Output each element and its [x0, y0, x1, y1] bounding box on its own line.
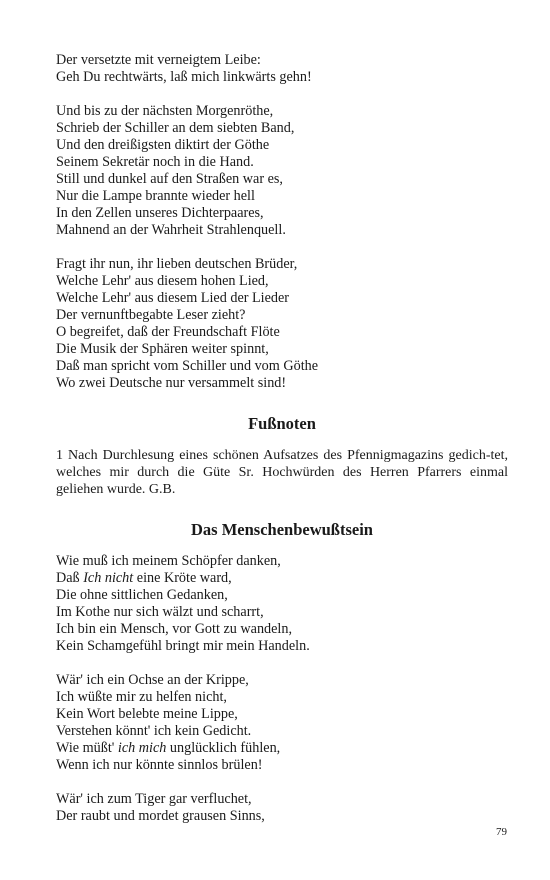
- verse-emphasis: Ich nicht: [83, 570, 134, 586]
- verse-text: Daß: [56, 570, 84, 586]
- verse-line: Schrieb der Schiller an dem siebten Band,: [56, 120, 295, 136]
- poem1-stanza-1: [56, 52, 508, 86]
- poem2-stanza-2: [56, 672, 508, 774]
- verse-text: unglücklich fühlen,: [166, 740, 281, 756]
- poem1-stanza-2: [56, 103, 508, 239]
- verse-line: Ich bin ein Mensch, vor Gott zu wandeln,: [56, 621, 293, 637]
- verse-line: Im Kothe nur sich wälzt und scharrt,: [56, 604, 264, 620]
- verse-line: Die ohne sittlichen Gedanken,: [56, 587, 228, 603]
- verse-line: Wo zwei Deutsche nur versammelt sind!: [56, 375, 287, 391]
- poem1-stanza-3: [56, 256, 508, 392]
- verse-line: Nur die Lampe brannte wieder hell: [56, 188, 255, 204]
- page-number: 79: [496, 826, 507, 838]
- verse-line: Daß man spricht vom Schiller und vom Göthe: [56, 358, 319, 374]
- verse-line: Und den dreißigsten diktirt der Göthe: [56, 137, 270, 153]
- verse-line: Die Musik der Sphären weiter spinnt,: [56, 341, 269, 357]
- verse-line: Wär' ich zum Tiger gar verfluchet,: [56, 791, 252, 807]
- verse-line: Wär' ich ein Ochse an der Krippe,: [56, 672, 249, 688]
- verse-text: eine Kröte ward,: [133, 570, 232, 586]
- verse-line: Ich wüßte mir zu helfen nicht,: [56, 689, 227, 705]
- verse-line: Kein Schamgefühl bringt mir mein Handeln.: [56, 638, 310, 654]
- verse-line: Mahnend an der Wahrheit Strahlenquell.: [56, 222, 286, 238]
- verse-line: Welche Lehr' aus diesem Lied der Lieder: [56, 290, 290, 306]
- verse-line: Seinem Sekretär noch in die Hand.: [56, 154, 254, 170]
- verse-text: Wie müßt': [56, 740, 118, 756]
- verse-line: Geh Du rechtwärts, laß mich linkwärts gehn!: [56, 69, 312, 85]
- verse-line: Welche Lehr' aus diesem hohen Lied,: [56, 273, 269, 289]
- poem2-stanza-3: [56, 791, 508, 825]
- verse-line: Wie muß ich meinem Schöpfer danken,: [56, 553, 281, 569]
- verse-line: Still und dunkel auf den Straßen war es,: [56, 171, 283, 187]
- verse-line: In den Zellen unseres Dichterpaares,: [56, 205, 264, 221]
- verse-line: Der raubt und mordet grausen Sinns,: [56, 808, 265, 824]
- poem2-stanza-1: [56, 553, 508, 655]
- verse-line: Und bis zu der nächsten Morgenröthe,: [56, 103, 274, 119]
- verse-line: [56, 570, 508, 587]
- footnotes-heading: Fußnoten: [248, 414, 316, 433]
- verse-line: Verstehen könnt' ich kein Gedicht.: [56, 723, 252, 739]
- verse-line: Fragt ihr nun, ihr lieben deutschen Brüder,: [56, 256, 298, 272]
- footnote-text: 1 Nach Durchlesung eines schönen Aufsatzes des Pfennigmagazins gedich-tet, welches mir durch die Güte Sr. Hochwürden des Herren Pfarrers einmal geliehen wurde. G.B.: [56, 448, 508, 497]
- verse-line: [56, 740, 508, 757]
- verse-emphasis: ich mich: [117, 740, 167, 756]
- verse-line: Der vernunftbegabte Leser zieht?: [56, 307, 246, 323]
- poem-title: Das Menschenbewußtsein: [191, 520, 373, 539]
- verse-line: Der versetzte mit verneigtem Leibe:: [56, 52, 261, 68]
- page-body: [56, 52, 508, 842]
- verse-line: O begreifet, daß der Freundschaft Flöte: [56, 324, 280, 340]
- verse-line: Wenn ich nur könnte sinnlos brülen!: [56, 757, 263, 773]
- verse-line: Kein Wort belebte meine Lippe,: [56, 706, 238, 722]
